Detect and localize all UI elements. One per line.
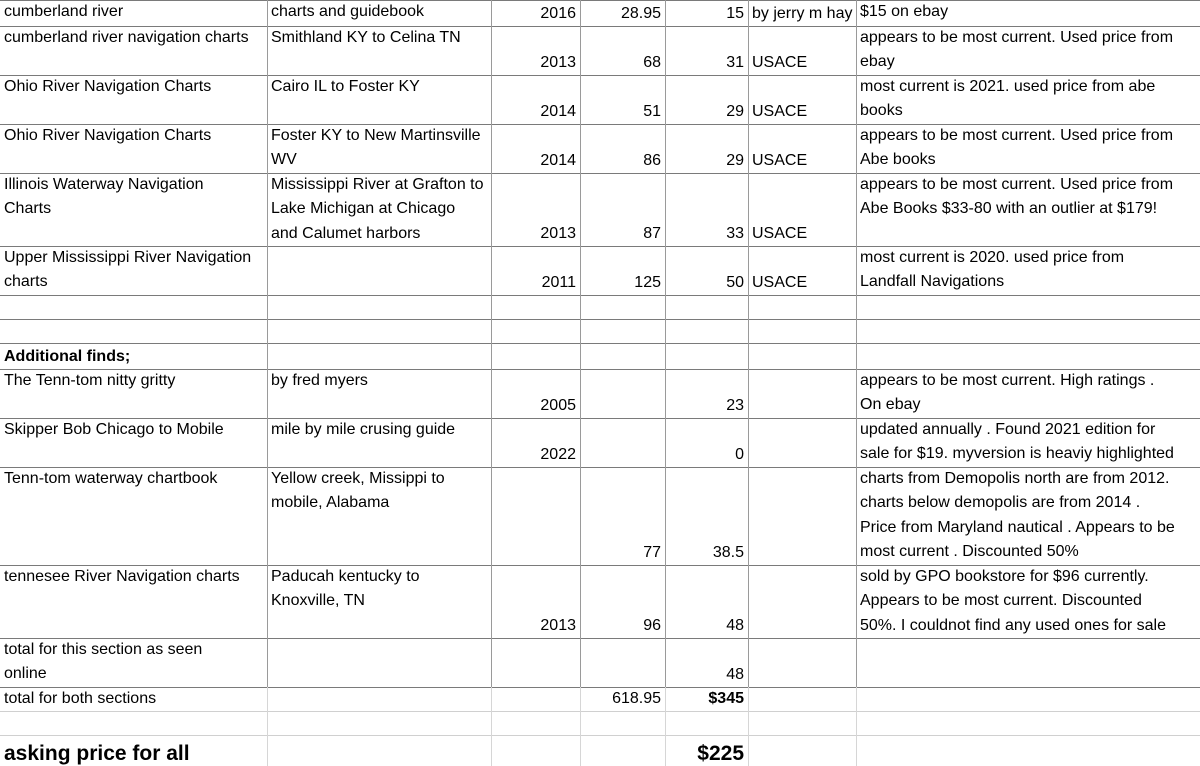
item-used-price: 29 <box>726 102 744 120</box>
item-title <box>0 26 267 75</box>
item-note-line: Price from Maryland nautical . Appears to be <box>860 518 1175 536</box>
item-description-line: by fred myers <box>271 372 368 389</box>
item-description <box>267 26 491 75</box>
item-year: 2016 <box>540 4 576 22</box>
item-used-price: 23 <box>726 396 744 414</box>
item-title-line: charts <box>4 273 48 291</box>
item-description-line: WV <box>271 151 297 169</box>
item-year: 2005 <box>540 396 576 414</box>
item-title <box>0 418 267 467</box>
item-title <box>0 173 267 246</box>
item-description <box>267 124 491 173</box>
item-price: 77 <box>643 543 661 561</box>
item-note-line: most current . Discounted 50% <box>860 543 1079 561</box>
row-gridline <box>0 295 1200 296</box>
item-description <box>267 418 491 467</box>
item-used-price: 38.5 <box>712 543 744 561</box>
item-note <box>856 0 1200 26</box>
item-source: USACE <box>752 151 808 169</box>
item-description-line: Cairo IL to Foster KY <box>271 78 420 95</box>
item-description <box>267 0 491 26</box>
item-price: 96 <box>643 616 661 634</box>
item-note-line: On ebay <box>860 396 921 414</box>
item-description <box>267 369 491 418</box>
item-year: 2022 <box>540 445 576 463</box>
item-source: USACE <box>752 273 808 291</box>
item-year: 2011 <box>541 273 576 291</box>
section-total-value: 48 <box>726 665 744 683</box>
item-price: 125 <box>634 273 661 291</box>
item-title <box>0 124 267 173</box>
item-title-line: cumberland river <box>4 3 124 20</box>
item-source: USACE <box>752 53 808 71</box>
item-note-line: most current is 2020. used price from <box>860 249 1125 266</box>
item-title-line: Upper Mississippi River Navigation <box>4 249 252 266</box>
item-price: 86 <box>643 151 661 169</box>
item-description-line: mile by mile crusing guide <box>271 421 456 438</box>
item-description-line: Knoxville, TN <box>271 592 365 610</box>
row-gridline <box>0 711 1200 712</box>
item-description-line: Paducah kentucky to <box>271 568 420 585</box>
item-description-line: Smithland KY to Celina TN <box>271 29 461 46</box>
item-year: 2014 <box>540 151 576 169</box>
item-price <box>580 418 665 467</box>
item-note-line: appears to be most current. Used price from <box>860 29 1174 46</box>
item-title <box>0 565 267 638</box>
item-title-line: Illinois Waterway Navigation <box>4 176 204 193</box>
section-total-label <box>0 638 491 687</box>
grand-total-price: 618.95 <box>612 689 661 707</box>
item-title-line: The Tenn-tom nitty gritty <box>4 372 176 389</box>
item-title <box>0 75 267 124</box>
item-note-line: appears to be most current. Used price from <box>860 127 1174 144</box>
item-title <box>0 246 267 295</box>
item-note-line: charts below demopolis are from 2014 . <box>860 494 1141 512</box>
column-gridline <box>748 687 749 766</box>
item-used-price: 50 <box>726 273 744 291</box>
item-note-line: updated annually . Found 2021 edition for <box>860 421 1156 438</box>
item-note-line: Abe Books $33-80 with an outlier at $179! <box>860 200 1158 218</box>
item-description <box>267 75 491 124</box>
asking-price-label: asking price for all <box>4 741 190 765</box>
item-note-line: Abe books <box>860 151 936 169</box>
item-source: by jerry m hay <box>752 4 853 22</box>
section-total-label-line: total for this section as seen <box>4 641 203 658</box>
item-title <box>0 0 267 26</box>
item-year: 2013 <box>540 616 576 634</box>
item-year: 2013 <box>540 53 576 71</box>
item-note <box>856 369 1200 418</box>
item-note-line: 50%. I couldnot find any used ones for sale <box>860 616 1166 634</box>
item-title <box>0 369 267 418</box>
item-description-line: mobile, Alabama <box>271 494 390 512</box>
item-price: 51 <box>643 102 661 120</box>
item-note-line: ebay <box>860 53 895 71</box>
item-year: 2013 <box>540 224 576 242</box>
section-header: Additional finds; <box>4 347 131 365</box>
item-note-line: books <box>860 102 903 120</box>
item-note-line: charts from Demopolis north are from 2012. <box>860 470 1170 487</box>
item-description-line: Mississippi River at Grafton to <box>271 176 484 193</box>
item-description <box>267 467 491 565</box>
item-note <box>856 26 1200 75</box>
grand-total-label: total for both sections <box>4 689 157 707</box>
item-note-line: sold by GPO bookstore for $96 currently. <box>860 568 1149 585</box>
column-gridline <box>491 687 492 766</box>
item-used-price: 33 <box>726 224 744 242</box>
item-note <box>856 467 1200 565</box>
item-note <box>856 565 1200 638</box>
item-description-line: Yellow creek, Missippi to <box>271 470 445 487</box>
item-year: 2014 <box>540 102 576 120</box>
item-used-price: 15 <box>726 4 744 22</box>
item-note <box>856 124 1200 173</box>
item-title <box>0 467 267 565</box>
item-note <box>856 173 1200 246</box>
item-source: USACE <box>752 102 808 120</box>
item-note-line: Landfall Navigations <box>860 273 1005 291</box>
item-title-line: Skipper Bob Chicago to Mobile <box>4 421 224 438</box>
item-note-line: most current is 2021. used price from abe <box>860 78 1156 95</box>
item-used-price: 29 <box>726 151 744 169</box>
item-title-line: Tenn-tom waterway chartbook <box>4 470 218 487</box>
item-description-line: and Calumet harbors <box>271 224 421 242</box>
item-description-line: Foster KY to New Martinsville <box>271 127 481 144</box>
item-used-price: 0 <box>735 445 744 463</box>
item-title-line: tennesee River Navigation charts <box>4 568 240 585</box>
item-title-line: Ohio River Navigation Charts <box>4 127 212 144</box>
item-note-line: appears to be most current. Used price from <box>860 176 1174 193</box>
item-description <box>267 246 491 295</box>
item-note <box>856 246 1200 295</box>
section-total-label-line: online <box>4 665 47 683</box>
item-note <box>856 75 1200 124</box>
item-used-price: 31 <box>726 53 744 71</box>
item-description-line: charts and guidebook <box>271 3 424 20</box>
item-description <box>267 173 491 246</box>
item-price: 68 <box>643 53 661 71</box>
item-note-line: sale for $19. myversion is heaviy highlighted <box>860 445 1174 463</box>
item-used-price: 48 <box>726 616 744 634</box>
item-price <box>580 369 665 418</box>
column-gridline <box>856 687 857 766</box>
grand-total-used: $345 <box>708 689 744 707</box>
item-title-line: cumberland river navigation charts <box>4 29 249 46</box>
item-note-line: $15 on ebay <box>860 3 949 20</box>
item-description-line: Lake Michigan at Chicago <box>271 200 456 218</box>
asking-price-value: $225 <box>697 741 744 765</box>
item-title-line: Charts <box>4 200 52 218</box>
item-source: USACE <box>752 224 808 242</box>
item-price: 28.95 <box>620 4 661 22</box>
item-note <box>856 418 1200 467</box>
item-price: 87 <box>643 224 661 242</box>
item-year <box>491 467 580 565</box>
item-note-line: appears to be most current. High ratings . <box>860 372 1155 389</box>
item-description <box>267 565 491 638</box>
row-gridline <box>0 319 1200 320</box>
item-title-line: Ohio River Navigation Charts <box>4 78 212 95</box>
item-note-line: Appears to be most current. Discounted <box>860 592 1142 610</box>
